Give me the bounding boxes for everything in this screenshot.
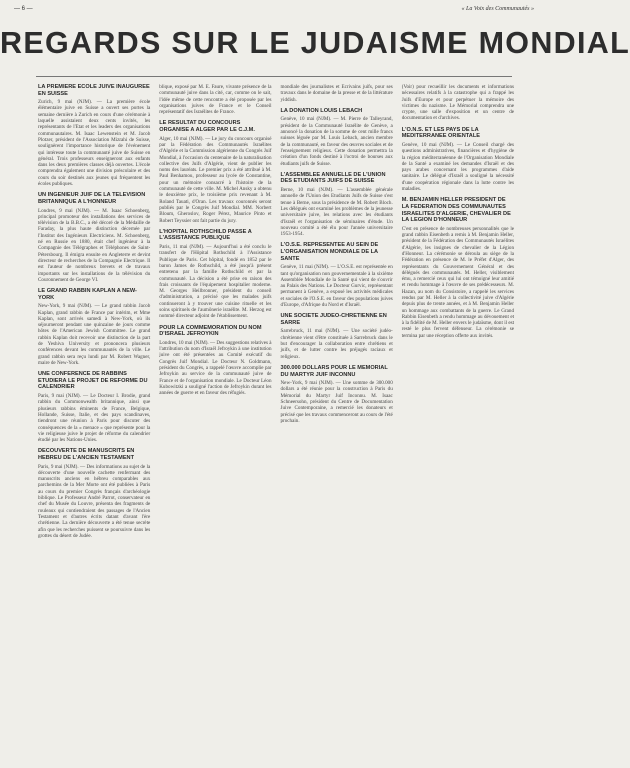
article-body: Alger, 10 mai (NJM). — Le jury du concours organisé par la Fédération des Communautés Israélites d'Algérie et la Commission algérienne du Congrès Juif Mondial, à l'occasion du centenaire de la naturalisation collective des Juifs d'Algérie, vient de publier les noms des lauréats. Le premier prix a été attribué à M. Paul Benhamou, professeur au lycée de Constantine, pour un mémoire consacré à l'histoire de la communauté de cette ville. M. Michel Ansky a obtenu le deuxième prix, le troisième prix revenant à M. Roland Tauati, d'Oran. Les travaux couronnés seront publiés par le Congrès Juif Mondial. MM. Norbert Bloum, Gheroslov, Roger Pérez, Maurice Pinto et Robert Teyssier ont fait partie du jury. (159, 135, 272, 224)
article-heading: L'HOPITAL ROTHSCHILD PASSE A L'ASSISTANCE PUBLIQUE (159, 228, 252, 242)
article-heading: M. BENJAMIN HELLER PRESIDENT DE LA FEDERATION DES COMMUNAUTES ISRAELITES D'ALGERIE, CHEVALIER DE LA LEGION D'HONNEUR (401, 197, 511, 224)
article-body: blique, exposé par M. E. Faure, vivante présence de la communauté juive dans la cité, car, comme on le sait, l'idée même de cette rencontre a été proposée par les organisations juives de France et le Conseil représentatif des Israélites de France. (159, 84, 272, 116)
article (38, 371, 150, 443)
article (281, 108, 393, 167)
article-heading: L'O.N.S. ET LES PAYS DE LA MEDITERRANEE ORIENTALE (401, 126, 480, 140)
column-4 (402, 84, 514, 760)
article-body: C'est en présence de nombreuses personnalités que le grand rabbin Eisenbeth a remis à M. Benjamin Heller, président de la Fédération des Communautés Israélites d'Algérie, les insignes de chevalier de la Légion d'Honneur. La cérémonie se déroula au siège de la Fédération en présence de M. le Préfet d'Alger, des représentants du Gouvernement Général et des délégués des communautés. M. Heller, visiblement ému, a remercié ceux qui lui ont témoigné leur amitié et rendu hommage à l'œuvre de ses prédécesseurs. M. Hazan, au nom du Consistoire, a rappelé les services rendus par M. Heller à la collectivité juive d'Algérie depuis plus de trente années, et à M. Benjamin Heller un hommage aux combattants de la guerre. Le Grand Rabbin Eisenbeth a rendu hommage au dévouement et à la fidélité de M. Heller envers le judaïsme, dont il est resté le plus fervent défenseur. La cérémonie se termina par une réception offerte aux invités. (401, 225, 514, 339)
article (281, 242, 393, 308)
column-1 (38, 84, 150, 760)
article-body: Zurich, 9 mai (NJM). — La première école élémentaire juive en Suisse a ouvert ses portes la semaine dernière à Zurich en cours d'une cérémonie à laquelle assistaient deux cents invités, les représentants de l'Etat et les leaders des organisations communautaires. M. Isaac Lewenstein et M. Jacob Plotzer, président de l'Association Mizrahi de Suisse, soulignèrent l'importance historique de l'événement qui intéresse toute la communauté juive de Suisse en général. Trois professeurs enseigneront aux enfants dans les deux premières classes déjà ouvertes. L'école comprendra également une division préscolaire et des cours du soir destinés aux jeunes qui fréquentent les écoles publiques. (38, 99, 151, 188)
article-heading: L'O.S.E. REPRESENTEE AU SEIN DE L'ORGANISATION MONDIALE DE LA SANTE (280, 242, 379, 262)
article (159, 325, 271, 397)
article-body: Genève, 11 mai (NJM). — L'O.S.E. est représentée en tant qu'organisation non gouvernementale à la sixième Assemblée Mondiale de la Santé qui vient de s'ouvrir au Palais des Nations. Le Docteur Gurvic, représentant permanent à Genève, a exposé les activités médicales et sociales de l'O.S.E. en faveur des populations juives d'Europe, d'Afrique du Nord et d'Israël. (280, 264, 393, 308)
article (38, 448, 150, 539)
article-body: Paris, 11 mai (NJM). — Aujourd'hui a été conclu le transfert de l'Hôpital Rothschild à l'Assistance Publique de Paris. Cet hôpital, fondé en 1852 par le baron James de Rothschild, a été jusqu'à présent entretenu par la famille Rothschild et par la communauté. La décision a été prise en raison des frais croissants de l'équipement hospitalier moderne. M. Georges Heilbronner, président du conseil d'administration, a précisé que les malades juifs continueront à y trouver une cuisine rituelle et les soins spirituels de l'aumônerie israélite. M. Herzog est nommé directeur adjoint de l'établissement. (159, 244, 272, 320)
article (38, 288, 150, 366)
article (159, 229, 271, 320)
article (281, 365, 393, 424)
article (402, 127, 514, 193)
article-body: Genève, 10 mai (NJM). — M. Pierre de Talleyrand, président de la Communauté Israélite de Genève, a annoncé la donation de la somme de cent mille francs suisses léguée par M. Louis Lebach, ancien membre de la communauté, en faveur des œuvres sociales et de l'enseignement religieux. Cette donation permettra la création d'un fonds destiné à l'octroi de bourses aux étudiants juifs de Suisse. (280, 116, 393, 167)
article (38, 84, 150, 187)
article-heading: UNE SOCIETE JUDEO-CHRETIENNE EN SARRE (280, 313, 387, 326)
article (281, 84, 393, 103)
article-body: Londres, 9 mai (NJM). — M. Isaac Schoenberg, principal promoteur des installations des services de télévision de la B.B.C., a été décoré de la Médaille de Faraday, la plus haute distinction décernée par l'Institut des Ingénieurs Electriciens. M. Schoenberg, né en Russie en 1880, était chef ingénieur à la Compagnie des Télégraphes et Téléphones de Saint-Pétersbourg. Il émigra ensuite en Angleterre et devint directeur de recherches de la Compagnie Electrique. Il est l'auteur de nombreux brevets et de travaux importants sur les installations de la télévision du Couronnement de George VI. (38, 207, 151, 283)
article-body: New-York, 9 mai (NJM). — Une somme de 300.000 dollars a été réunie pour la construction à Paris du Mémorial du Martyr Juif Inconnu. M. Isaac Schneersohn, président du Centre de Documentation Juive Contemporaine, a remercié les donateurs et précisé que les travaux commenceront au cours de l'été prochain. (280, 380, 393, 424)
article (402, 84, 514, 122)
article-body: New-York, 9 mai (NJM). — Le grand rabbin Jacob Kaplan, grand rabbin de France par intérim, et Mme Kaplan, sont arrivés samedi à New-York, où ils séjourneront pendant une quinzaine de jours comme hôtes de l'American Jewish Committee. Le grand rabbin Kaplan doit recevoir une distinction de la part de Yeshiva University et prononcera plusieurs conférences devant les communautés de la ville. Le grand rabbin sera reçu lundi par M. Robert Wagner, maire de New-York. (38, 303, 151, 366)
article (281, 172, 393, 238)
article-body: Sarrebruck, 11 mai (NJM). — Une société judéo-chrétienne vient d'être constituée à Sarrebruck dans le but d'encourager la collaboration entre chrétiens et juifs, et de lutter contre les préjugés raciaux et religieux. (280, 328, 393, 360)
article (159, 120, 271, 223)
article-heading: POUR LA COMMEMORATION DU NOM D'ISRAEL JEFROYKIN (159, 324, 262, 338)
page-number: — 6 — (14, 6, 33, 12)
article-heading: DECOUVERTE DE MANUSCRITS EN HEBREU DE L'ANCIEN TESTAMENT (38, 448, 135, 461)
article-heading: LE RESULTAT DU CONCOURS ORGANISE A ALGER PAR LE C.J.M. (159, 120, 255, 134)
article-body: Genève, 10 mai (NJM). — Le Conseil chargé des questions administratives, financières et d'hygiène de la région méditerranéenne de l'Organisation Mondiale de la Santé a examiné les demandes d'Israël et des pays arabes concernant les programmes d'aide sanitaire. Le délégué d'Israël a souligné la nécessité d'une coopération régionale dans la lutte contre les maladies. (401, 141, 514, 193)
article (159, 84, 271, 115)
article (402, 197, 514, 339)
running-header: « La Voix des Communautés » (461, 6, 534, 12)
page-title: REGARDS SUR LE JUDAISME MONDIAL (0, 26, 630, 60)
article-heading: LA DONATION LOUIS LEBACH (280, 107, 363, 114)
column-2 (159, 84, 271, 760)
article-body: Paris, 9 mai (NJM). — Des informations au sujet de la découverte d'une nouvelle cachette renfermant des manuscrits anciens en hébreu comparables aux parchemins de la Mer Morte ont été publiées à Paris au cours du premier Congrès français d'archéologie biblique. Le Professeur André Parrot, conservateur en chef du Musée du Louvre, présenta des fragments de rouleaux qui contiendraient des passages de l'Ancien Testament et d'autres écrits datant d'avant l'ère chrétienne. La dernière découverte a été tenue secrète afin que les recherches puissent se poursuivre dans les grottes du désert de Judée. (38, 463, 151, 539)
title-rule (36, 76, 512, 77)
article-heading: LE GRAND RABBIN KAPLAN A NEW-YORK (38, 288, 137, 301)
article-body: Berne, 10 mai (NJM). — L'assemblée générale annuelle de l'Union des Etudiants Juifs de Suisse s'est tenue à Berne, sous la présidence de M. Robert Bloch. Les délégués ont examiné les problèmes de la jeunesse universitaire juive, les relations avec les étudiants d'Israël et l'organisation de séminaires d'étude. Un nouveau comité a été élu pour l'année universitaire 1953-1954. (280, 187, 393, 238)
column-3 (281, 84, 393, 760)
article-body: Londres, 10 mai (NJM). — Des suggestions relatives à l'attribution du nom d'Israël Jefroykin à une institution juive ont été présentées au Comité exécutif du Congrès Juif Mondial. Le Docteur N. Goldmann, président du Congrès, a rappelé l'œuvre accomplie par Jefroykin au service de la communauté juive de France et de l'organisation mondiale. Le Docteur Léon Kubowitzki a souligné l'action de Jefroykin durant les années de guerre et en faveur des réfugiés. (159, 339, 272, 397)
article-columns (38, 84, 514, 760)
article-heading: 300.000 DOLLARS POUR LE MEMORIAL DU MARTYR JUIF INCONNU (280, 364, 388, 378)
article-body: (Voir) pour recueillir les documents et informations nécessaires relatifs à la catastrophe qui a frappé les Juifs d'Europe et pour perpétuer la mémoire des victimes du nazisme. Le Mémorial comprendra une crypte, une salle d'exposition et un centre de documentation et d'archives. (401, 84, 514, 122)
article (38, 192, 150, 283)
article-heading: UNE CONFERENCE DE RABBINS ETUDIERA LE PROJET DE REFORME DU CALENDRIER (38, 371, 148, 391)
article (281, 313, 393, 360)
article-body: Paris, 9 mai (NJM). — Le Docteur I. Brodie, grand rabbin du Commonwealth britannique, ainsi que plusieurs rabbins éminents de France, Belgique, Hollande, Suisse, Italie, et des pays scandinaves, tiendront une réunion à Paris pour discuter des conséquences de la « menace » que représente pour la vie religieuse juive le projet de réforme du calendrier étudié par les Nations-Unies. (38, 393, 151, 444)
article-heading: LA PREMIERE ECOLE JUIVE INAUGUREE EN SUISSE (38, 84, 150, 97)
article-heading: L'ASSEMBLEE ANNUELLE DE L'UNION DES ETUDIANTS JUIFS DE SUISSE (280, 171, 386, 185)
article-heading: UN INGENIEUR JUIF DE LA TELEVISION BRITANNIQUE A L'HONNEUR (38, 192, 146, 205)
article-body: mondiale des journalistes et Ecrivains juifs, pour ses travaux dans le domaine de la presse et de la littérature yiddish. (280, 84, 393, 103)
